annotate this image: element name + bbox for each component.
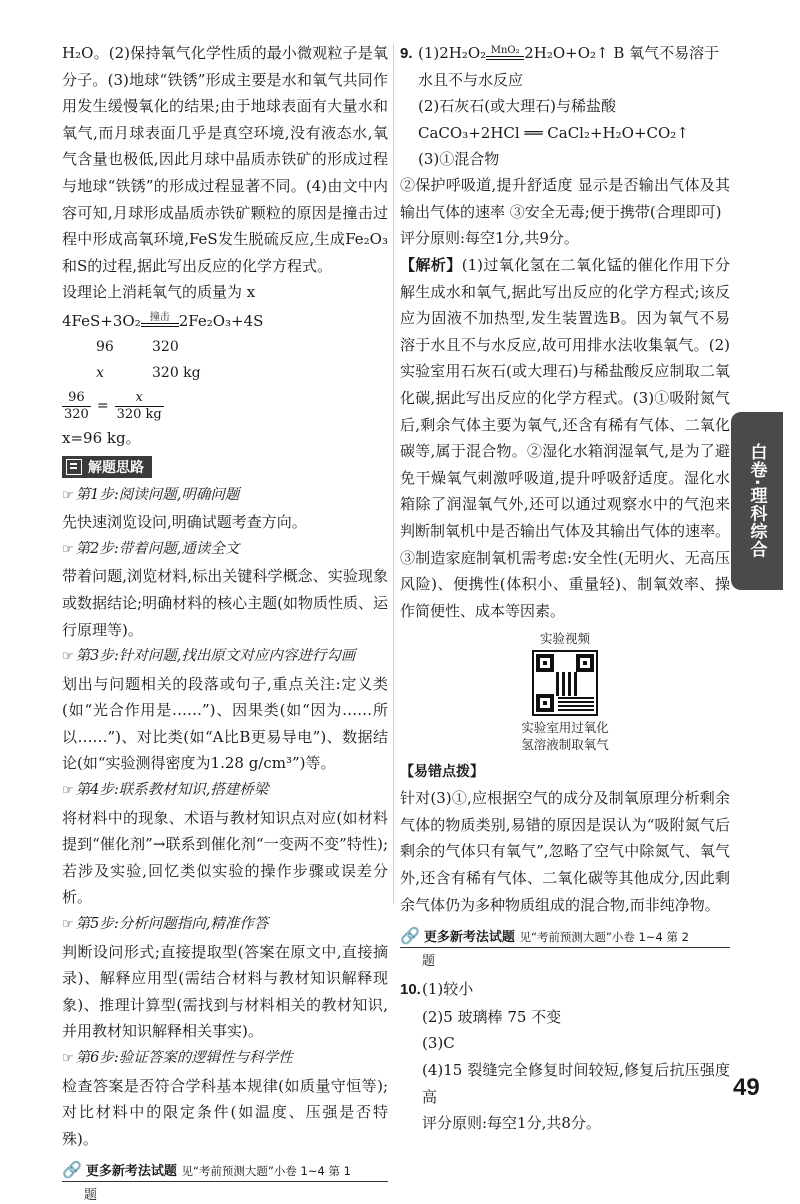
more-questions-ref (62, 1158, 388, 1204)
notebook-icon (66, 459, 82, 475)
step-heading-text: 第2步:带着问题,通读全文 (75, 540, 240, 557)
side-tab: 白卷·理科综合 (731, 412, 783, 590)
step-heading (62, 777, 388, 805)
ratio-value: 320 kg (152, 364, 201, 381)
link-icon: 🔗 (400, 926, 420, 946)
question-number: 9. (400, 45, 413, 62)
step-item (62, 1045, 388, 1152)
error-tip-text: 针对(3)①,应根据空气的成分及制氧原理分析剩余气体的物质类别,易错的原因是误认为“吸附氮气后剩余的气体只有氧气”,忽略了空气中除氮气、氧气外,还含有稀有气体、二氧化碳等其他成分,因此剩余气体仍为多种物质组成的混合物,而非纯净物。 (400, 789, 730, 914)
step-body: 带着问题,浏览材料,标出关键科学概念、实验现象或数据结论;明确材料的核心主题(如物质性质、运行原理等)。 (62, 567, 388, 639)
pointing-hand-icon: ☞ (62, 783, 74, 799)
steps-list (62, 482, 388, 1153)
ratio-row (96, 360, 388, 386)
step-heading (62, 1045, 388, 1073)
step-heading (62, 643, 388, 671)
more-questions-tail: 题 (422, 954, 436, 970)
video-qr-block (490, 630, 640, 753)
q9-line1 (400, 40, 730, 93)
step-heading-text: 第3步:针对问题,找出原文对应内容进行勾画 (75, 648, 356, 665)
answer-paragraph: H₂O。(2)保持氧气化学性质的最小微观粒子是氧分子。(3)地球“铁锈”形成主要是水和氧气共同作用发生缓慢氧化的结果;由于地球表面有大量水和氧气,而月球表面几乎是真空环境,没有液态水,氧气含量也极低,因此月球中晶质赤铁矿的形成过程与地球“铁锈”的形成过程显著不同。(4)由文中内容可知,月球形成晶质赤铁矿颗粒的原因是撞击过程中形成高氧环境,FeS发生脱硫反应,生成Fe₂O₃和S的过程,据此写出反应的化学方程式。 (62, 44, 388, 275)
qr-caption-line1: 实验室用过氧化 (521, 720, 609, 736)
equation-products: 2Fe₂O₃+4S (178, 311, 264, 330)
step-heading-text: 第5步:分析问题指向,精准作答 (75, 916, 269, 933)
step-item (62, 482, 388, 536)
step-body: 划出与问题相关的段落或句子,重点关注:定义类(如“光合作用是……”)、因果类(如“因为……所以……”)、对比类(如“A比B更易导电”)、数据结论(如“实验测得密度为1.28 g/cm³”)等。 (62, 674, 388, 773)
right-column (400, 40, 730, 1137)
section-header (62, 456, 152, 478)
scoring-rule: 评分原则:每空1分,共8分。 (422, 1114, 601, 1133)
pointing-hand-icon: ☞ (62, 917, 74, 933)
q10-part2: (2)5 玻璃棒 75 不变 (422, 1007, 562, 1026)
step-heading-text: 第1步:阅读问题,明确问题 (75, 486, 240, 503)
ratio-row (96, 334, 388, 360)
qr-pattern (558, 697, 594, 711)
qr-title: 实验视频 (539, 631, 590, 647)
assumption-line: 设理论上消耗氧气的质量为 x (62, 283, 256, 302)
more-questions-tail: 题 (84, 1188, 98, 1204)
step-body: 判断设问形式;直接提取型(答案在原文中,直接摘录)、解释应用型(需结合材料与教材知识解释现象)、推理计算型(需找到与材料相关的教材知识,并用教材知识解释相关事实)。 (62, 942, 388, 1041)
error-tip-label: 【易错点拨】 (400, 764, 484, 781)
result-line: x=96 kg。 (62, 428, 141, 447)
q9-body (400, 93, 730, 172)
equals-sign: = (96, 398, 109, 415)
q10-part4: (4)15 裂缝完全修复时间较短,修复后抗压强度高 (422, 1061, 730, 1106)
fraction-left (62, 390, 91, 423)
fraction-right (115, 390, 164, 423)
more-questions-ref-text: 见“考前预测大题”小卷 1~4 第 2 (519, 930, 689, 945)
ratio-value: 320 (152, 338, 179, 355)
question-number: 10. (400, 981, 421, 999)
q10-part3: (3)C (422, 1034, 455, 1053)
qr-caption-line2: 氢溶液制取氧气 (521, 737, 609, 753)
step-heading-text: 第6步:验证答案的逻辑性与科学性 (75, 1050, 293, 1066)
qr-finder (576, 654, 594, 672)
qr-pattern (556, 672, 578, 696)
step-item (62, 911, 388, 1045)
reaction-equation (62, 308, 388, 334)
more-questions-ref (400, 924, 730, 970)
denominator: 320 kg (116, 406, 162, 422)
proportion (62, 390, 388, 423)
more-questions-line (62, 1160, 388, 1182)
page-number: 49 (733, 1074, 760, 1101)
step-heading (62, 482, 388, 510)
pointing-hand-icon: ☞ (62, 1051, 74, 1066)
left-column (62, 40, 388, 1204)
q9-equation-right: 2H₂O+O₂↑ B 氧气不易溶于水且不与水反应 (418, 44, 720, 89)
link-icon: 🔗 (62, 1160, 82, 1180)
numerator: 96 (62, 390, 91, 407)
analysis (400, 252, 730, 624)
qr-finder (536, 694, 554, 712)
qr-code[interactable] (532, 650, 598, 716)
pointing-hand-icon: ☞ (62, 487, 74, 503)
more-questions-title: 更多新考法试题 (85, 1164, 177, 1180)
equation-condition-sign (486, 46, 524, 67)
section-title: 解题思路 (88, 459, 144, 476)
q9-part3: (3)①混合物 (418, 149, 500, 168)
more-questions-title: 更多新考法试题 (423, 930, 515, 946)
column-divider (393, 44, 394, 904)
step-item (62, 536, 388, 643)
equation-condition-sign (141, 313, 179, 334)
scoring-rule: 评分原则:每空1分,共9分。 (400, 229, 579, 248)
equation-condition: 撞击 (149, 311, 170, 323)
q10-part1 (400, 976, 730, 1004)
qr-finder (536, 654, 554, 672)
ratio-rows (62, 334, 388, 386)
step-item (62, 643, 388, 777)
step-body: 将材料中的现象、术语与教材知识点对应(如材料提到“催化剂”→联系到催化剂“一变两不变”特性);若涉及实验,回忆类似实验的操作步骤或误差分析。 (62, 808, 388, 907)
q10-body (400, 976, 730, 1110)
q10-part1-text: (1)较小 (422, 980, 474, 999)
q9-equation2: CaCO₃+2HCl ══ CaCl₂+H₂O+CO₂↑ (418, 123, 689, 142)
equation-condition: MnO₂ (490, 45, 520, 56)
step-item (62, 777, 388, 911)
analysis-label: 【解析】 (400, 255, 462, 274)
step-body: 检查答案是否符合学科基本规律(如质量守恒等);对比材料中的限定条件(如温度、压强是否特殊)。 (62, 1076, 388, 1148)
ratio-value: x (96, 364, 104, 381)
ratio-value: 96 (96, 338, 114, 355)
step-body: 先快速浏览设问,明确试题考查方向。 (62, 513, 307, 532)
analysis-text: (1)过氧化氢在二氧化锰的催化作用下分解生成水和氧气,据此写出反应的化学方程式;该反应为固液不加热型,发生装置选B。因为氧气不易溶于水且不与水反应,故可用排水法收集氧气。(2)实验室用石灰石(或大理石)与稀盐酸反应制取二氧化碳,据此写出反应的化学方程式。(3)①吸附氮气后,剩余气体主要为氧气,还含有稀有气体、二氧化碳等,属于混合物。②湿化水箱润湿氧气,是为了避免干燥氧气刺激呼吸道,提升呼吸舒适度。湿化水箱除了润湿氧气外,还可以通过观察水中的气泡来判断制氧机中是否输出气体及其输出气体的速率。③制造家庭制氧机需考虑:安全性(无明火、无高压风险)、便携性(体积小、重量轻)、制氧效率、操作简便性、成本等因素。 (400, 255, 731, 620)
equation-reactants: 4FeS+3O₂ (62, 311, 141, 330)
pointing-hand-icon: ☞ (62, 541, 74, 557)
more-questions-ref-text: 见“考前预测大题”小卷 1~4 第 1 (181, 1164, 351, 1179)
denominator: 320 (64, 406, 89, 422)
step-heading (62, 536, 388, 564)
q9-part4: ②保护呼吸道,提升舒适度 显示是否输出气体及其输出气体的速率 ③安全无毒;便于携带(合理即可) (400, 176, 730, 221)
numerator: x (115, 390, 164, 407)
q9-part2: (2)石灰石(或大理石)与稀盐酸 (418, 97, 616, 115)
more-questions-line (400, 926, 730, 948)
step-heading (62, 911, 388, 939)
pointing-hand-icon: ☞ (62, 649, 74, 665)
q9-equation-left: (1)2H₂O₂ (418, 44, 487, 62)
step-heading-text: 第4步:联系教材知识,搭建桥梁 (75, 782, 269, 799)
